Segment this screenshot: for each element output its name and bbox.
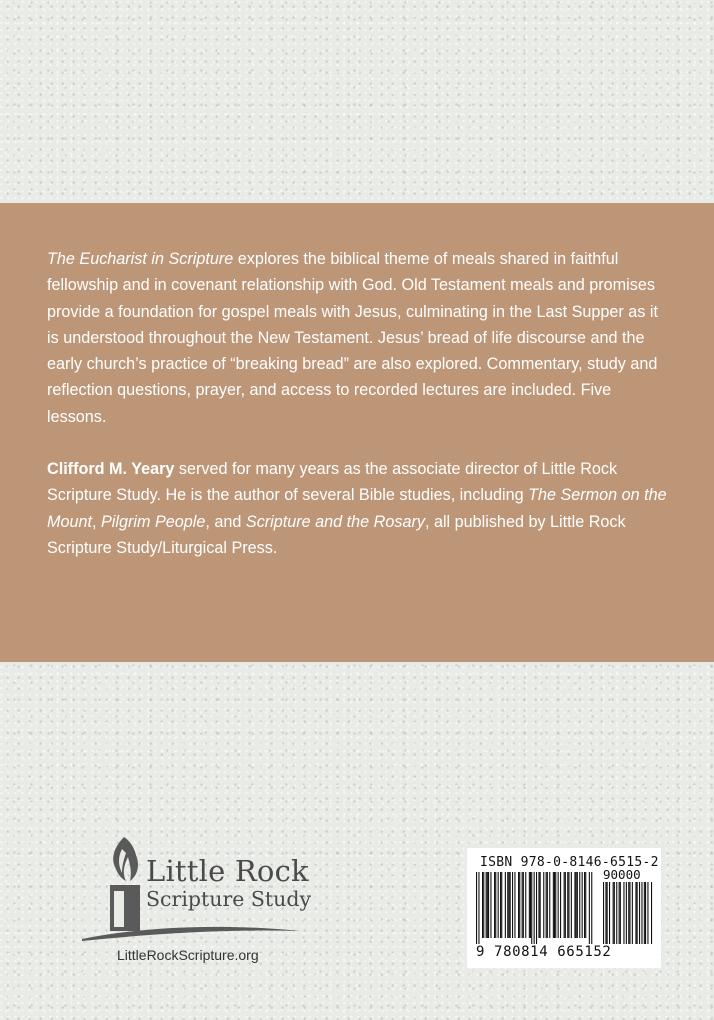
- addon-bar: [623, 882, 624, 944]
- price-addon-code: 90000: [603, 867, 641, 882]
- barcode-bar: [512, 872, 513, 938]
- barcode-bar: [565, 872, 566, 938]
- barcode-bar: [514, 872, 515, 938]
- barcode-bar: [476, 872, 477, 944]
- barcode-bar: [567, 872, 568, 938]
- addon-bar: [613, 882, 614, 944]
- barcode-bar: [564, 872, 565, 938]
- barcode-bar: [494, 872, 495, 938]
- bio-text-1: served for many years as the associate director of Little Rock Scripture Study. He is the author of several Bible studies, including: [47, 460, 618, 505]
- addon-bar: [641, 882, 642, 944]
- barcode-bar: [589, 872, 590, 944]
- addon-bar: [651, 882, 652, 944]
- logo-subtitle: Scripture Study: [146, 887, 312, 911]
- barcode-bar: [547, 872, 548, 938]
- barcode-bar: [490, 872, 491, 938]
- barcode-bar: [495, 872, 496, 938]
- addon-bar: [619, 882, 620, 944]
- barcode-bar: [560, 872, 561, 938]
- barcode-bar: [482, 872, 483, 938]
- isbn-label: ISBN 978-0-8146-6515-2: [480, 855, 659, 870]
- barcode-bar: [585, 872, 586, 938]
- addon-bar: [607, 882, 608, 944]
- barcode-bar: [531, 872, 532, 944]
- logo-title: Little Rock: [146, 854, 309, 888]
- book-title: The Eucharist in Scripture: [47, 250, 234, 268]
- barcode-bar: [530, 872, 531, 938]
- barcode-bar: [536, 872, 537, 944]
- addon-bar: [645, 882, 646, 944]
- barcode-bar: [498, 872, 499, 938]
- barcode-bar: [574, 872, 575, 938]
- barcode-bar: [538, 872, 539, 938]
- barcode-bar: [488, 872, 489, 938]
- barcode-bar: [546, 872, 547, 938]
- barcode-bar: [523, 872, 524, 938]
- author-bio: [47, 456, 667, 561]
- ean-number: 9 780814 665152: [476, 944, 612, 960]
- addon-bar: [632, 882, 633, 944]
- book-pilgrim-people: Pilgrim People: [101, 512, 206, 531]
- barcode-bar: [487, 872, 488, 938]
- description-text: explores the biblical theme of meals shared in faithful fellowship and in covenant relationship with God. Old Testament meals and promises provide a foundation for gospel meals with Jesus, culminating in the Last Supper as it is understood throughout the New Testament. Jesus’ bread of life discourse and the early church’s practice of “breaking bread” are also explored. Commentary, study and reflection questions, prayer, and access to recorded lectures are included. Five lessons.: [47, 250, 658, 426]
- barcode-icon: [470, 868, 654, 944]
- bio-separator-1: ,: [92, 512, 101, 531]
- barcode-bar: [525, 872, 526, 938]
- barcode-bar: [486, 872, 487, 938]
- book-sermon-mount: The Sermon on the Mount: [47, 486, 667, 531]
- book-scripture-rosary: Scripture and the Rosary: [245, 512, 425, 531]
- addon-bar: [616, 882, 617, 944]
- bio-text-2: , all published by Little Rock Scripture Study/Liturgical Press.: [47, 512, 626, 557]
- barcode-bar: [518, 872, 519, 938]
- addon-bar: [637, 882, 638, 944]
- bio-separator-2: , and: [205, 512, 246, 531]
- addon-bar: [614, 882, 615, 944]
- addon-bar: [626, 882, 627, 944]
- addon-bar: [647, 882, 648, 944]
- barcode-bar: [555, 872, 556, 938]
- barcode-bar: [510, 872, 511, 938]
- barcode-bar: [529, 872, 530, 938]
- barcode-bar: [478, 872, 479, 944]
- book-description: [47, 246, 667, 430]
- barcode-bar: [568, 872, 569, 938]
- barcode-bar: [553, 872, 554, 938]
- barcode-bar: [549, 872, 550, 938]
- addon-bar: [629, 882, 630, 944]
- website-link[interactable]: LittleRockScripture.org: [117, 947, 259, 963]
- barcode-bar: [591, 872, 592, 944]
- barcode-bar: [501, 872, 502, 938]
- barcode-bar: [577, 872, 578, 938]
- barcode-bar: [508, 872, 509, 938]
- addon-bar: [635, 882, 636, 944]
- addon-bar: [605, 882, 606, 944]
- barcode-bar: [584, 872, 585, 938]
- barcode-bar: [522, 872, 523, 938]
- barcode-bar: [558, 872, 559, 938]
- barcode-bar: [534, 872, 535, 944]
- barcode-bar: [576, 872, 577, 938]
- barcode-bar: [483, 872, 484, 938]
- barcode-bar: [500, 872, 501, 938]
- addon-bar: [620, 882, 621, 944]
- addon-bar: [628, 882, 629, 944]
- addon-bar: [644, 882, 645, 944]
- barcode-bar: [507, 872, 508, 938]
- barcode-bar: [571, 872, 572, 938]
- barcode-bar: [554, 872, 555, 938]
- barcode-bar: [543, 872, 544, 938]
- barcode-bar: [519, 872, 520, 938]
- addon-bar: [639, 882, 640, 944]
- addon-bar: [603, 882, 604, 944]
- addon-bar: [609, 882, 610, 944]
- barcode-bar: [505, 872, 506, 938]
- barcode-bar: [579, 872, 580, 938]
- author-name: Clifford M. Yeary: [47, 460, 175, 478]
- barcode-bar: [582, 872, 583, 938]
- barcode-bar: [540, 872, 541, 938]
